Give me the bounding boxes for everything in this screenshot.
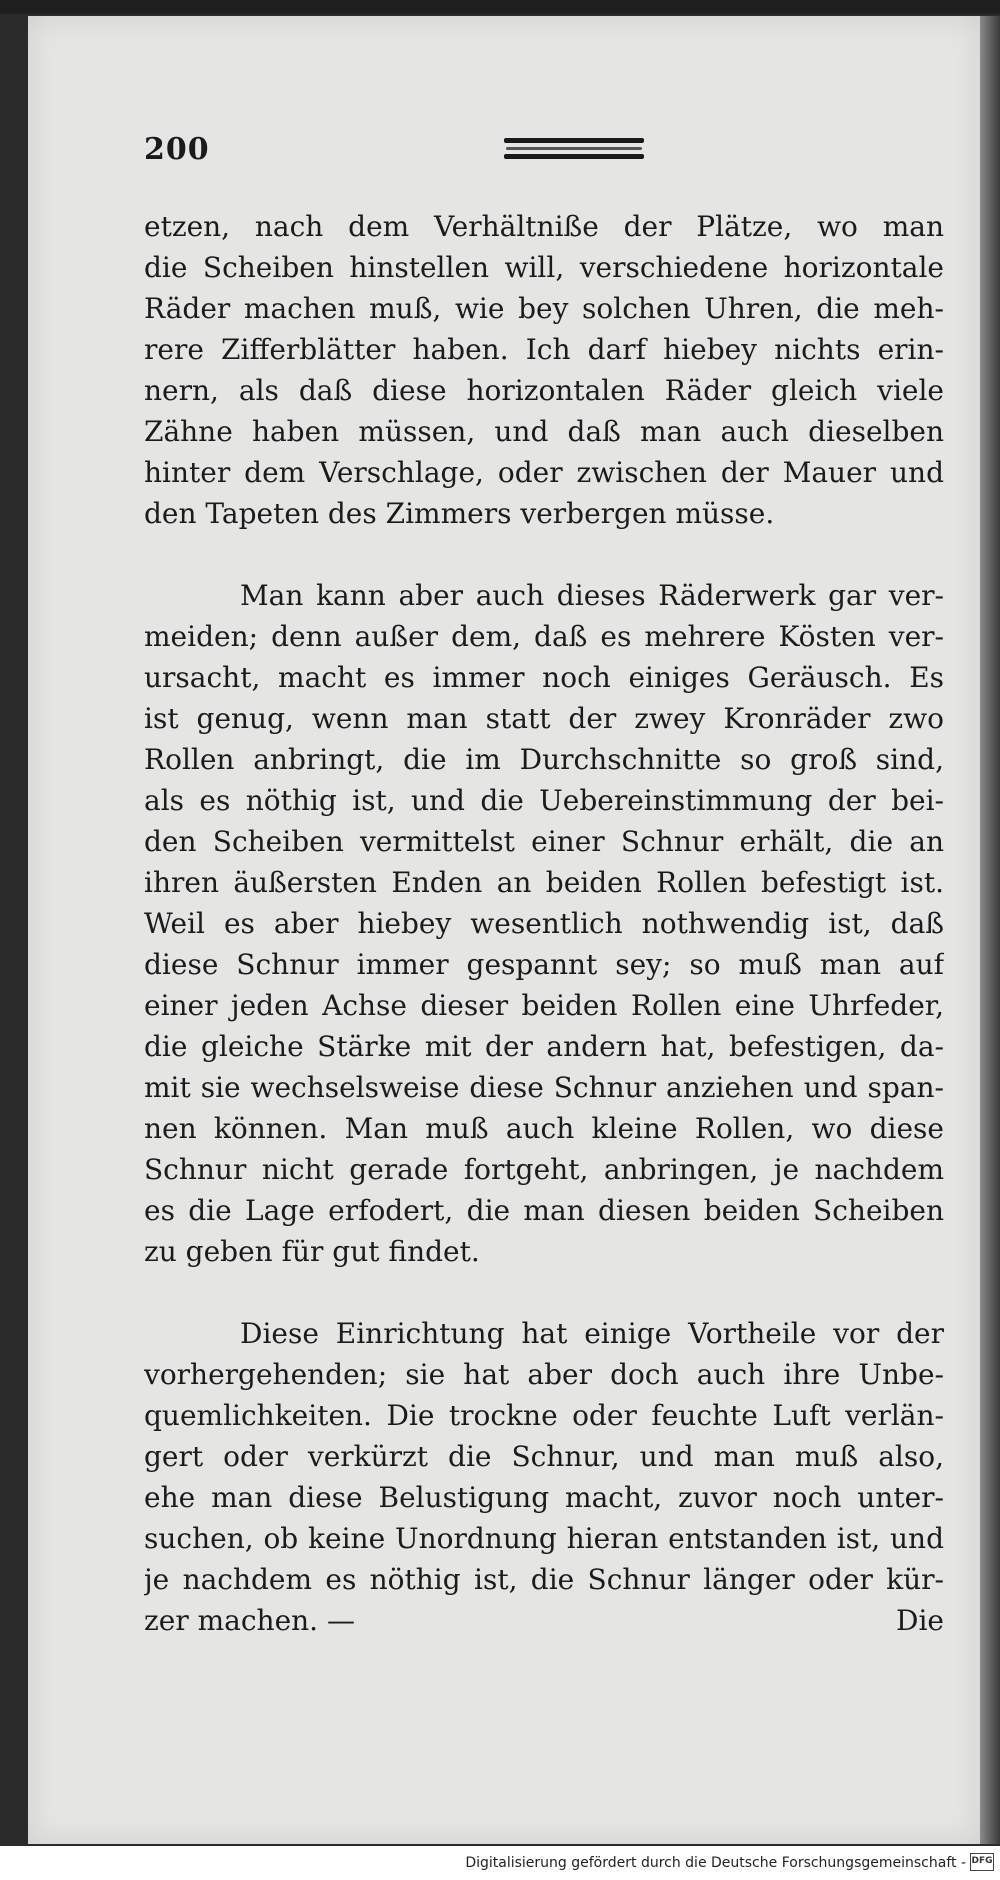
digitization-footer	[0, 1846, 1000, 1880]
text-line: gert oder verkürzt die Schnur, und man muß also,	[144, 1440, 944, 1473]
text-line: nen können. Man muß auch kleine Rollen, wo diese	[144, 1112, 944, 1145]
text-line: ihren äußersten Enden an beiden Rollen befestigt ist.	[144, 866, 944, 899]
text-line: die gleiche Stärke mit der andern hat, befestigen, da-	[144, 1030, 944, 1063]
page-edge	[980, 16, 1000, 1844]
text-line: Man kann aber auch dieses Räderwerk gar ver-	[240, 579, 944, 612]
text-line: es die Lage erfodert, die man diesen beiden Scheiben	[144, 1194, 944, 1227]
text-line: ehe man diese Belustigung macht, zuvor noch unter-	[144, 1481, 944, 1514]
last-line-row	[144, 1600, 944, 1641]
paragraph-2	[144, 575, 944, 1272]
dfg-logo: DFG	[970, 1853, 994, 1871]
text-line: rere Zifferblätter haben. Ich darf hiebey nichts erin-	[144, 333, 944, 366]
text-line: einer jeden Achse dieser beiden Rollen eine Uhrfeder,	[144, 989, 944, 1022]
paragraph-3	[144, 1313, 944, 1641]
footer-credit: Digitalisierung gefördert durch die Deutsche Forschungsgemeinschaft -	[465, 1855, 966, 1871]
page-body	[144, 206, 944, 1641]
text-line: nern, als daß diese horizontalen Räder gleich viele	[144, 374, 944, 407]
text-line: je nachdem es nöthig ist, die Schnur länger oder kür-	[144, 1563, 944, 1596]
text-line: etzen, nach dem Verhältniße der Plätze, wo man	[144, 210, 944, 243]
text-line: ursacht, macht es immer noch einiges Geräusch. Es	[144, 661, 944, 694]
text-line: den Tapeten des Zimmers verbergen müsse.	[144, 497, 775, 530]
text-line: suchen, ob keine Unordnung hieran entstanden ist, und	[144, 1522, 944, 1555]
text-line: Rollen anbringt, die im Durchschnitte so groß sind,	[144, 743, 944, 776]
header-ornament	[504, 138, 644, 160]
text-line: zer machen. —	[144, 1604, 355, 1637]
paragraph-1	[144, 206, 944, 534]
text-line: meiden; denn außer dem, daß es mehrere Kösten ver-	[144, 620, 944, 653]
text-line: ist genug, wenn man statt der zwey Kronräder zwo	[144, 702, 944, 735]
text-line: diese Schnur immer gespannt sey; so muß man auf	[144, 948, 944, 981]
text-line: mit sie wechselsweise diese Schnur anziehen und span-	[144, 1071, 944, 1104]
text-line: hinter dem Verschlage, oder zwischen der Mauer und	[144, 456, 944, 489]
text-line: Diese Einrichtung hat einige Vortheile vor der	[240, 1317, 944, 1350]
text-line: Weil es aber hiebey wesentlich nothwendig ist, daß	[144, 907, 944, 940]
text-line: Räder machen muß, wie bey solchen Uhren, die meh-	[144, 292, 944, 325]
text-line: quemlichkeiten. Die trockne oder feuchte Luft verlän-	[144, 1399, 944, 1432]
text-line: Zähne haben müssen, und daß man auch dieselben	[144, 415, 944, 448]
text-line: Schnur nicht gerade fortgeht, anbringen, je nachdem	[144, 1153, 944, 1186]
scan-background-top	[0, 0, 1000, 14]
text-line: als es nöthig ist, und die Uebereinstimmung der bei-	[144, 784, 944, 817]
text-line: zu geben für gut findet.	[144, 1235, 480, 1268]
page-number: 200	[144, 132, 210, 167]
text-line: die Scheiben hinstellen will, verschiedene horizontale	[144, 251, 944, 284]
text-line: vorhergehenden; sie hat aber doch auch ihre Unbe-	[144, 1358, 944, 1391]
catchword: Die	[896, 1604, 944, 1637]
text-line: den Scheiben vermittelst einer Schnur erhält, die an	[144, 825, 944, 858]
